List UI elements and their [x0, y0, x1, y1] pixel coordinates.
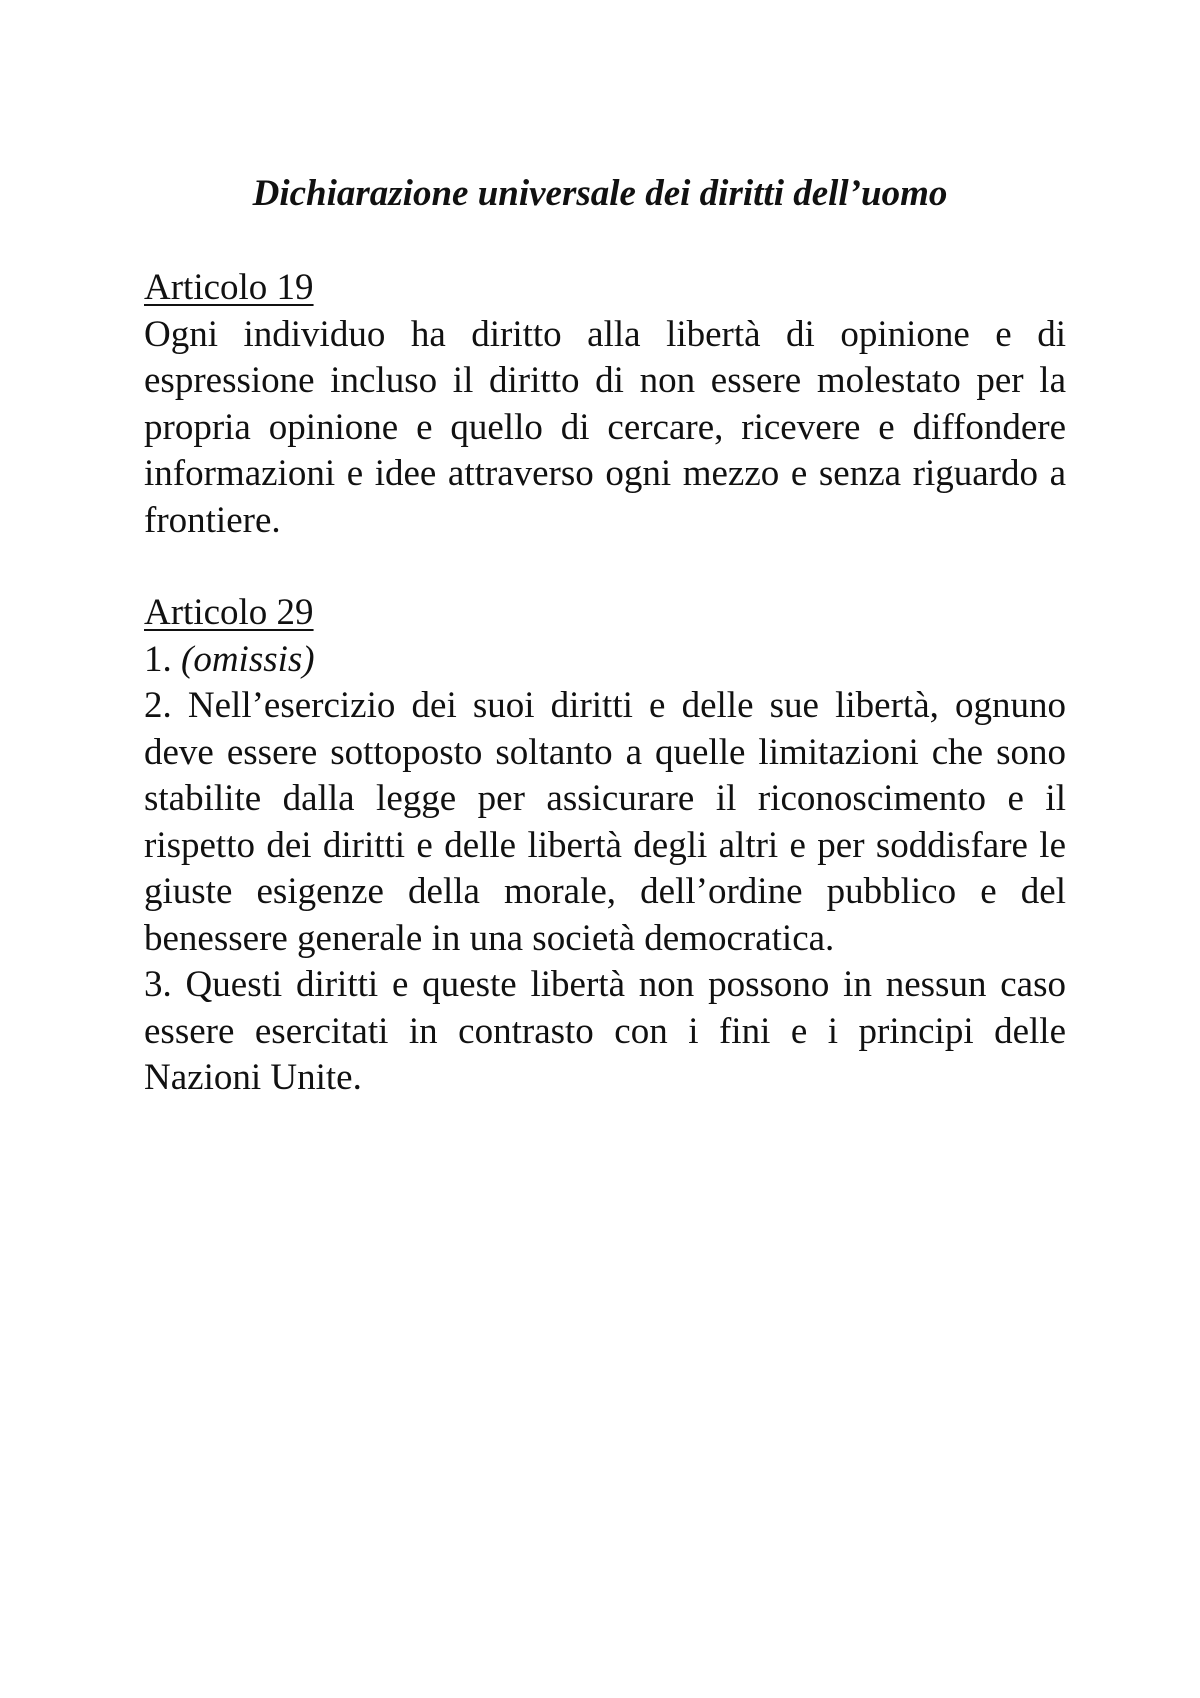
item-text: Questi diritti e queste libertà non possono in nessun caso essere esercitati in contrasto con i fini e i principi delle Nazioni Unite.: [144, 964, 1066, 1098]
item-text: (omissis): [181, 638, 315, 680]
article-heading: Articolo 19: [144, 267, 314, 308]
article-heading: Articolo 29: [144, 592, 314, 633]
article-19: [144, 265, 1066, 544]
document-title: Dichiarazione universale dei diritti dell’uomo: [252, 173, 948, 214]
item-text: Nell’esercizio dei suoi diritti e delle sue libertà, ognuno deve essere sottoposto soltanto a quelle limitazioni che sono stabilite dalla legge per assicurare il riconoscimento e il rispetto dei diritti e delle libertà degli altri e per soddisfare le giuste esigenze della morale, dell’ordine pubblico e del benessere generale in una società democratica.: [144, 685, 1066, 959]
item-number: 1.: [144, 638, 172, 680]
article-paragraph: Ogni individuo ha diritto alla libertà di opinione e di espressione incluso il diritto di non essere molestato per la propria opinione e quello di cercare, ricevere e diffondere informazioni e idee attraverso ogni mezzo e senza riguardo a frontiere.: [144, 313, 1066, 541]
article-29: [144, 590, 1066, 1102]
article-item-3: [144, 962, 1066, 1102]
article-item-2: [144, 683, 1066, 962]
item-number: 2.: [144, 685, 172, 726]
article-item-1: [144, 637, 1066, 684]
item-number: 3.: [144, 964, 172, 1005]
